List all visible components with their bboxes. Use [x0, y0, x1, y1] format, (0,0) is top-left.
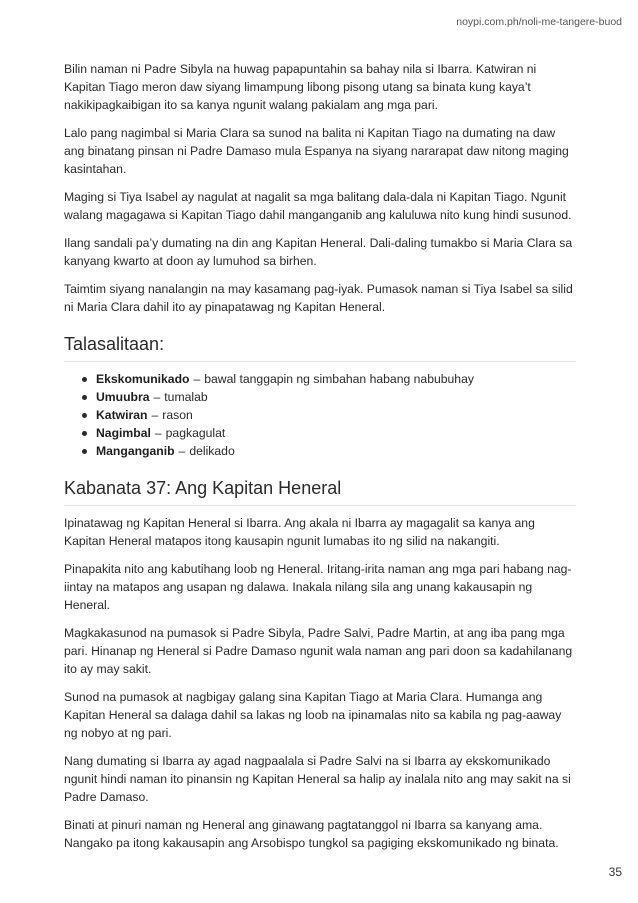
source-url: noypi.com.ph/noli-me-tangere-buod — [456, 16, 622, 28]
vocab-term: Ekskomunikado — [96, 372, 190, 386]
list-item — [64, 424, 576, 442]
vocab-separator: – — [153, 390, 161, 404]
paragraph: Lalo pang nagimbal si Maria Clara sa sunod na balita ni Kapitan Tiago na dumating na daw ang binatang pinsan ni Padre Damaso mula Espanya na siyang nararapat daw nitong maging kasintahan. — [64, 126, 569, 176]
paragraph: Maging si Tiya Isabel ay nagulat at nagalit sa mga balitang dala-dala ni Kapitan Tiago. Ngunit walang magagawa si Kapitan Tiago dahil manganganib ang kaluluwa nito kung hindi susunod. — [64, 190, 572, 222]
heading-divider — [64, 505, 576, 506]
vocab-definition: tumalab — [164, 390, 208, 404]
vocab-separator: – — [178, 444, 186, 458]
list-item — [64, 406, 576, 424]
vocab-definition: delikado — [189, 444, 235, 458]
vocab-term: Umuubra — [96, 390, 150, 404]
vocab-term: Nagimbal — [96, 426, 151, 440]
paragraph: Magkakasunod na pumasok si Padre Sibyla, Padre Salvi, Padre Martin, at ang iba pang mga pari. Hinanap ng Heneral si Padre Damaso ngunit wala naman ang pari doon sa kadahilanang ito ay may sakit. — [64, 626, 573, 676]
vocabulary-list — [64, 370, 576, 460]
paragraph: Ipinatawag ng Kapitan Heneral si Ibarra. Ang akala ni Ibarra ay magagalit sa kanya ang Kapitan Heneral matapos itong kausapin ngunit lumabas ito ng silid na nakangiti. — [64, 516, 535, 548]
vocab-definition: pagkagulat — [165, 426, 226, 440]
vocab-definition: rason — [162, 408, 193, 422]
vocab-separator: – — [151, 408, 159, 422]
paragraph: Pinapakita nito ang kabutihang loob ng Heneral. Iritang-irita naman ang mga pari habang nag-iintay na matapos ang usapan ng dalawa. Inakala nilang sila ang unang kakausapin ng Heneral. — [64, 562, 572, 612]
vocab-definition: bawal tanggapin ng simbahan habang nabubuhay — [204, 372, 474, 386]
bullet-icon — [82, 431, 87, 436]
bullet-icon — [82, 395, 87, 400]
vocab-separator: – — [193, 372, 201, 386]
paragraph: Nang dumating si Ibarra ay agad nagpaalala si Padre Salvi na si Ibarra ay ekskomunikado ngunit hindi naman ito pinansin ng Kapitan Heneral sa halip ay inalala nito ang may sakit na si Padre Damaso. — [64, 754, 571, 804]
vocab-term: Manganganib — [96, 444, 175, 458]
vocab-term: Katwiran — [96, 408, 148, 422]
paragraph: Bilin naman ni Padre Sibyla na huwag papapuntahin sa bahay nila si Ibarra. Katwiran ni Kapitan Tiago meron daw siyang limampung libong pisong utang sa binata kung kaya’t nakikipagkaibigan ito sa kanya ngunit walang pakialam ang mga pari. — [64, 62, 537, 112]
chapter-heading: Kabanata 37: Ang Kapitan Heneral — [64, 478, 342, 498]
vocab-separator: – — [154, 426, 162, 440]
bullet-icon — [82, 413, 87, 418]
paragraph: Ilang sandali pa’y dumating na din ang Kapitan Heneral. Dali-daling tumakbo si Maria Clara sa kanyang kwarto at doon ay lumuhod sa birhen. — [64, 236, 573, 268]
list-item — [64, 442, 576, 460]
paragraph: Binati at pinuri naman ng Heneral ang ginawang pagtatanggol ni Ibarra sa kanyang ama. Nangako pa itong kakausapin ang Arsobispo tungkol sa pagiging ekskomunikado ng binata. — [64, 818, 559, 850]
heading-divider — [64, 361, 576, 362]
list-item — [64, 388, 576, 406]
page-number: 35 — [608, 865, 622, 879]
document-body — [64, 60, 576, 862]
vocabulary-heading: Talasalitaan: — [64, 334, 165, 354]
bullet-icon — [82, 449, 87, 454]
list-item — [64, 370, 576, 388]
paragraph: Sunod na pumasok at nagbigay galang sina Kapitan Tiago at Maria Clara. Humanga ang Kapitan Heneral sa dalaga dahil sa lakas ng loob na ipinamalas nito sa kabila ng pag-aaway ng nobyo at ng pari. — [64, 690, 562, 740]
bullet-icon — [82, 377, 87, 382]
paragraph: Taimtim siyang nanalangin na may kasamang pag-iyak. Pumasok naman si Tiya Isabel sa silid ni Maria Clara dahil ito ay pinapatawag ng Kapitan Heneral. — [64, 282, 573, 314]
